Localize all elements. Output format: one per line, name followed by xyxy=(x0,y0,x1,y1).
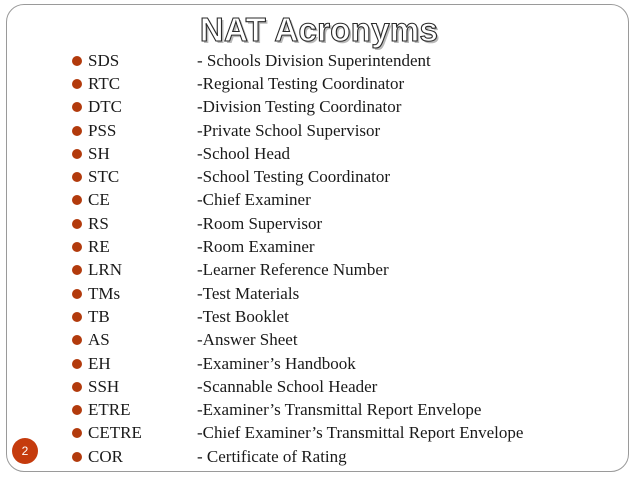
acronym: ETRE xyxy=(88,400,131,420)
acronym: EH xyxy=(88,353,111,373)
bullet-icon xyxy=(72,79,82,89)
list-item xyxy=(72,398,523,421)
list-item xyxy=(72,72,523,95)
bullet-icon xyxy=(72,56,82,66)
list-item xyxy=(72,422,523,445)
acronym: STC xyxy=(88,167,120,187)
acronym: RE xyxy=(88,237,110,257)
acronym: DTC xyxy=(88,97,122,117)
definition: -Room Examiner xyxy=(197,237,315,257)
list-item xyxy=(72,96,523,119)
acronym: SH xyxy=(88,143,110,163)
bullet-icon xyxy=(72,382,82,392)
list-item xyxy=(72,119,523,142)
bullet-icon xyxy=(72,149,82,159)
list-item xyxy=(72,352,523,375)
definition: -Room Supervisor xyxy=(197,213,323,233)
acronym: SDS xyxy=(88,50,120,70)
definition: -Scannable School Header xyxy=(197,376,378,396)
list-item xyxy=(72,212,523,235)
definition: -Learner Reference Number xyxy=(197,260,389,280)
list-item xyxy=(72,165,523,188)
acronym: COR xyxy=(88,446,123,466)
definition: -School Testing Coordinator xyxy=(197,167,391,187)
definition: -Private School Supervisor xyxy=(197,120,381,140)
bullet-icon xyxy=(72,242,82,252)
list-item xyxy=(72,235,523,258)
definition: -Answer Sheet xyxy=(197,330,298,350)
bullet-icon xyxy=(72,312,82,322)
bullet-icon xyxy=(72,335,82,345)
bullet-icon xyxy=(72,452,82,462)
definition: - Schools Division Superintendent xyxy=(197,50,431,70)
acronym: CE xyxy=(88,190,110,210)
list-item xyxy=(72,282,523,305)
acronym: AS xyxy=(88,330,110,350)
list-item xyxy=(72,305,523,328)
bullet-icon xyxy=(72,126,82,136)
definition: -Regional Testing Coordinator xyxy=(197,73,405,93)
acronym-list xyxy=(72,49,523,468)
bullet-icon xyxy=(72,289,82,299)
definition: -Test Booklet xyxy=(197,306,289,326)
bullet-icon xyxy=(72,428,82,438)
slide-title: NAT Acronyms xyxy=(199,11,439,48)
acronym: CETRE xyxy=(88,423,142,443)
bullet-icon xyxy=(72,405,82,415)
definition: -Division Testing Coordinator xyxy=(197,97,402,117)
list-item xyxy=(72,375,523,398)
list-item xyxy=(72,329,523,352)
acronym: RS xyxy=(88,213,109,233)
page-number-badge: 2 xyxy=(12,438,38,464)
definition: -School Head xyxy=(197,143,291,163)
list-item xyxy=(72,189,523,212)
acronym: RTC xyxy=(88,73,121,93)
bullet-icon xyxy=(72,219,82,229)
acronym: LRN xyxy=(88,260,122,280)
definition: -Chief Examiner’s Transmittal Report Envelope xyxy=(197,423,524,443)
definition: -Test Materials xyxy=(197,283,300,303)
bullet-icon xyxy=(72,172,82,182)
list-item xyxy=(72,49,523,72)
definition: -Examiner’s Handbook xyxy=(197,353,356,373)
bullet-icon xyxy=(72,359,82,369)
acronym: TMs xyxy=(88,283,121,303)
acronym: PSS xyxy=(88,120,117,140)
list-item xyxy=(72,142,523,165)
definition: -Chief Examiner xyxy=(197,190,311,210)
bullet-icon xyxy=(72,265,82,275)
list-item xyxy=(72,259,523,282)
bullet-icon xyxy=(72,195,82,205)
list-item xyxy=(72,445,523,468)
acronym: TB xyxy=(88,306,110,326)
definition: -Examiner’s Transmittal Report Envelope xyxy=(197,400,482,420)
definition: - Certificate of Rating xyxy=(197,446,347,466)
bullet-icon xyxy=(72,102,82,112)
acronym: SSH xyxy=(88,376,120,396)
